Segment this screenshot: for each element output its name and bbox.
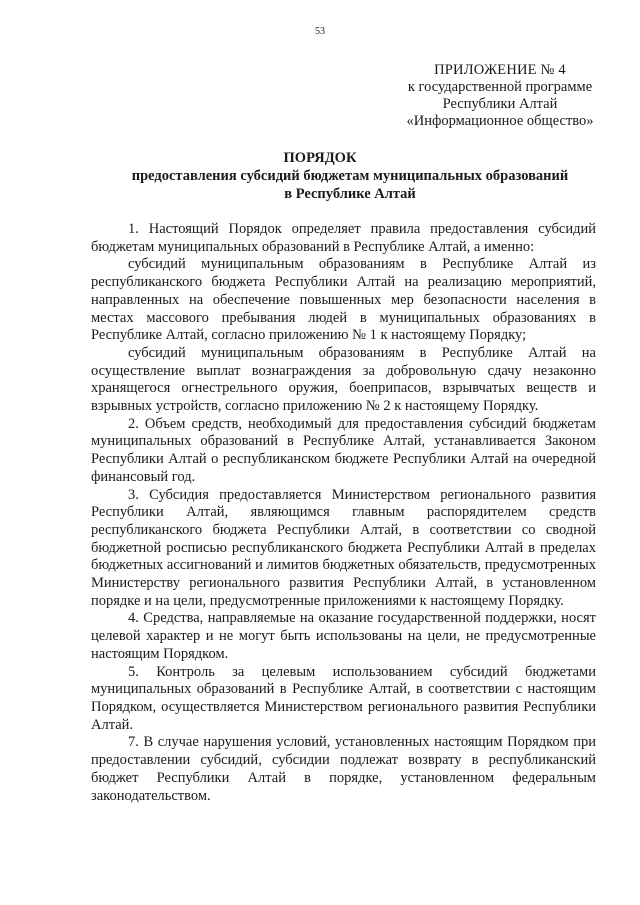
- document-subtitle: [96, 168, 604, 203]
- appendix-line: к государственной программе: [407, 79, 593, 95]
- appendix-line: «Информационное общество»: [406, 113, 594, 129]
- appendix-title: ПРИЛОЖЕНИЕ № 4: [434, 62, 566, 78]
- paragraph-5: 5. Контроль за целевым использованием субсидий бюджетами муниципальных образований в Республике Алтай, в соответствии с настоящим Порядком, осуществляется Министерством регионального развития Республики Алтай.: [91, 663, 596, 733]
- page-number: 53: [315, 26, 325, 37]
- subtitle-line: в Республике Алтай: [284, 185, 416, 202]
- appendix-header: [380, 62, 620, 130]
- paragraph-4: 4. Средства, направляемые на оказание государственной поддержки, носят целевой характер и не могут быть использованы на цели, не предусмотренные настоящим Порядком.: [91, 610, 596, 662]
- appendix-line: Республики Алтай: [442, 96, 558, 112]
- paragraph-7: 7. В случае нарушения условий, установленных настоящим Порядком при предоставлении субсидий, субсидии подлежат возврату в республиканский бюджет Республики Алтай в порядке, установленном федеральным законодательством.: [91, 734, 596, 804]
- paragraph-1-item-1: субсидий муниципальным образованиям в Республике Алтай из республиканского бюджета Республики Алтай на реализацию мероприятий, направленных на обеспечение повышенных мер безопасности населения в местах массового пребывания людей в муниципальных образованиях в Республике Алтай, согласно приложению № 1 к настоящему Порядку;: [91, 256, 596, 344]
- paragraph-1: 1. Настоящий Порядок определяет правила предоставления субсидий бюджетам муниципальных образований в Республике Алтай, а именно:: [91, 221, 596, 255]
- subtitle-line: предоставления субсидий бюджетам муниципальных образований: [131, 168, 569, 184]
- paragraph-1-item-2: субсидий муниципальным образованиям в Республике Алтай на осуществление выплат вознаграждения за добровольную сдачу незаконно хранящегося огнестрельного оружия, боеприпасов, взрывчатых веществ и взрывных устройств, согласно приложению № 2 к настоящему Порядку.: [91, 344, 596, 415]
- paragraph-3: 3. Субсидия предоставляется Министерством регионального развития Республики Алтай, являющимся главным распорядителем средств республиканского бюджета Республики Алтай, в соответствии со сводной бюджетной росписью республиканского бюджета Республики Алтай в пределах бюджетных ассигнований и лимитов бюджетных обязательств, предусмотренных Министерству регионального развития Республики Алтай, в установленном порядке и на цели, предусмотренные приложениями к настоящему Порядку.: [91, 486, 596, 609]
- document-body: [91, 221, 596, 805]
- document-title: ПОРЯДОК: [283, 150, 357, 166]
- paragraph-2: 2. Объем средств, необходимый для предоставления субсидий бюджетам муниципальных образований в Республике Алтай, устанавливается Законом Республики Алтай о республиканском бюджете Республики Алтай на очередной финансовый год.: [91, 415, 596, 485]
